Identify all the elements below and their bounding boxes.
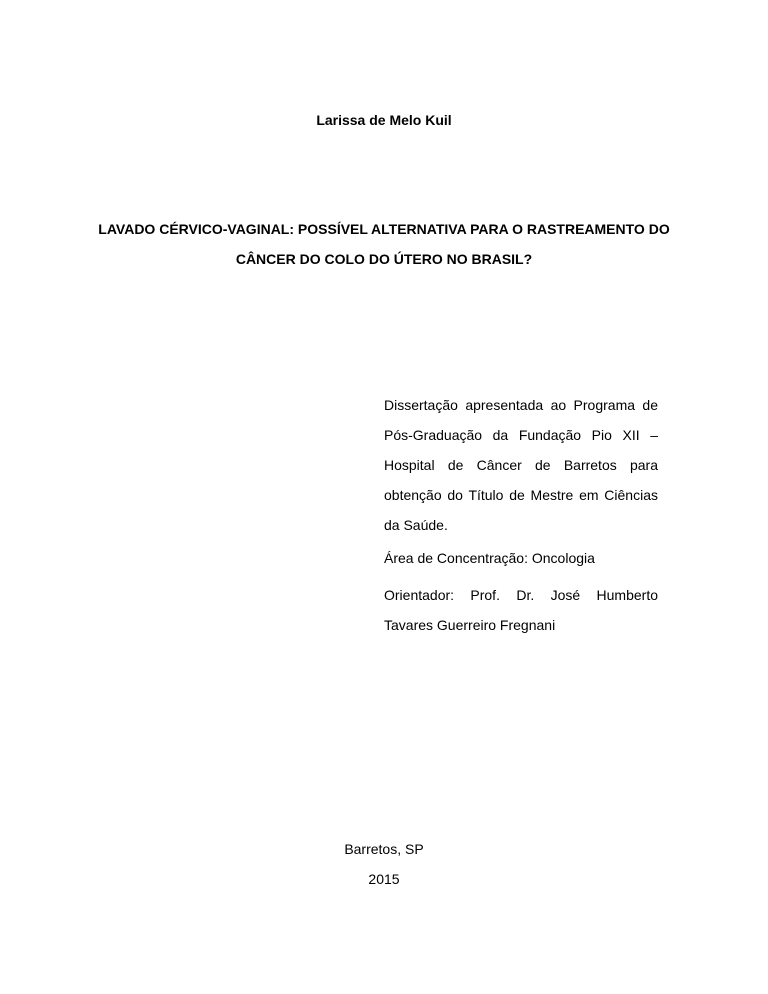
city: Barretos, SP bbox=[344, 841, 424, 857]
thesis-title-line-1: LAVADO CÉRVICO-VAGINAL: POSSÍVEL ALTERNATIVA PARA O RASTREAMENTO DO bbox=[98, 221, 670, 237]
advisor: Orientador: Prof. Dr. José Humberto Tavares Guerreiro Fregnani bbox=[384, 587, 658, 633]
author-name: Larissa de Melo Kuil bbox=[316, 112, 452, 128]
concentration-area: Área de Concentração: Oncologia bbox=[384, 550, 595, 566]
thesis-title bbox=[60, 214, 708, 274]
thesis-title-line-2: CÂNCER DO COLO DO ÚTERO NO BRASIL? bbox=[235, 251, 533, 267]
dissertation-note: Dissertação apresentada ao Programa de Pós-Graduação da Fundação Pio XII – Hospital de Câncer de Barretos para obtenção do Título de Mestre em Ciências da Saúde. bbox=[384, 397, 658, 533]
year: 2015 bbox=[368, 871, 400, 887]
